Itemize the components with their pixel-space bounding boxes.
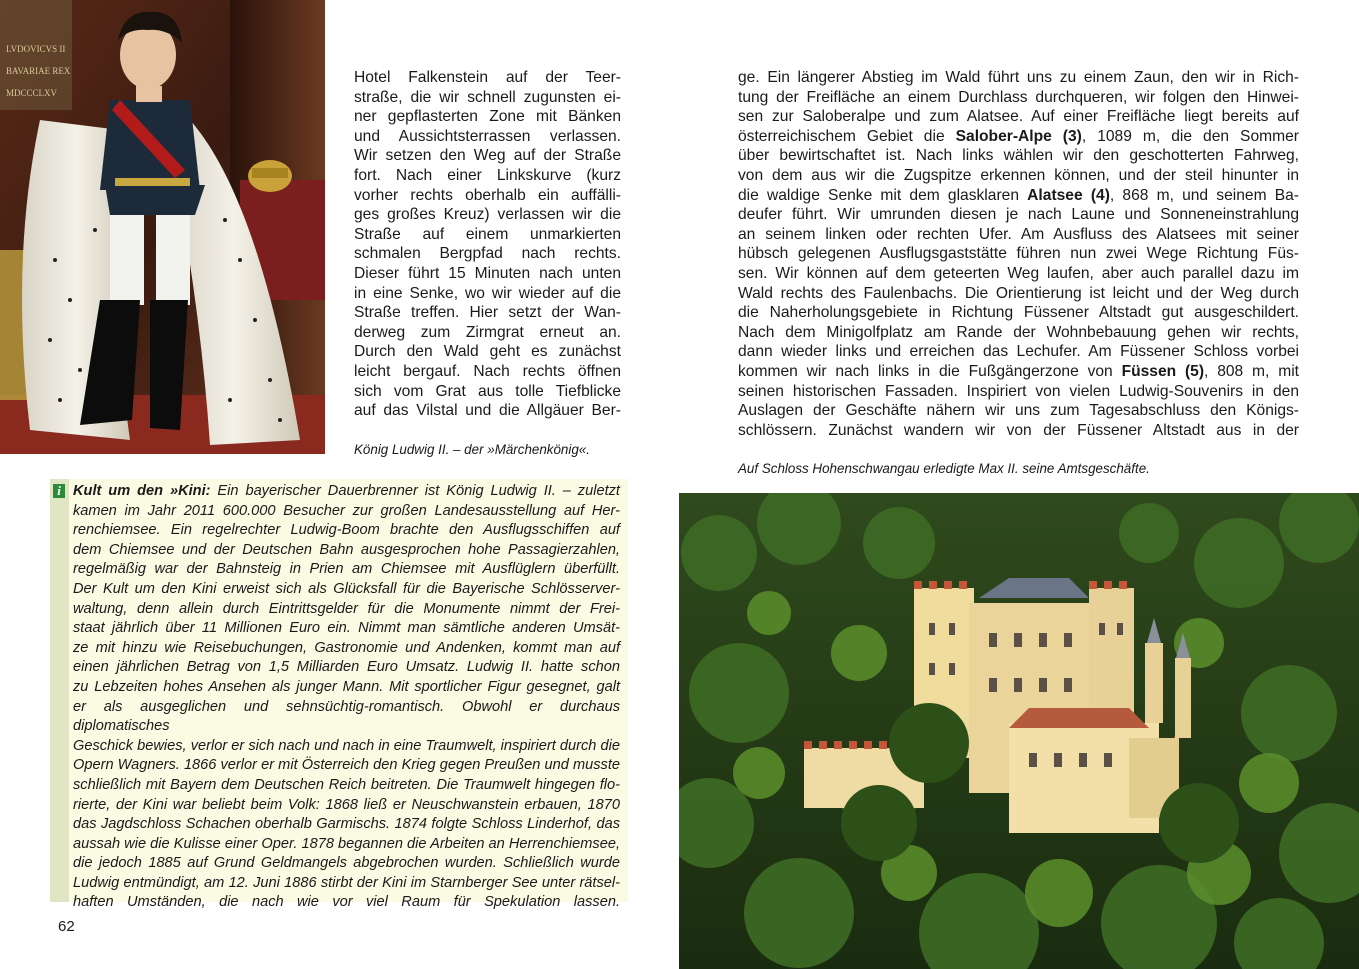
text-line: deufer führt. Wir umrunden diesen je nach Laune und Sonneneinstrahlung <box>738 206 1299 224</box>
text-line: Wald rechts des Faulenbachs. Die Orientierung ist leicht und der Weg durch <box>738 284 1299 302</box>
text-line: derweg zum Zirmgrat erneut an. <box>354 323 621 341</box>
text-line: Wir setzen den Weg auf der Straße <box>354 147 621 165</box>
text-line: ze mit hinzu wie Reisebuchungen, Gastronomie und Andenken, kommt man auf <box>73 639 620 656</box>
text-span: die waldige Senke mit dem glasklaren <box>738 186 1028 204</box>
text-line <box>738 362 1299 382</box>
body-text-column-right <box>738 68 1299 440</box>
place-name-salober-alpe: Salober-Alpe (3) <box>955 127 1082 145</box>
text-line: dem Chiemsee und der Deutschen Bahn ausgesprochen hohe Passagierzahlen, <box>73 541 620 558</box>
text-line: zu Lebzeiten hohes Ansehen als junger Mann. Mit sportlicher Figur gesegnet, galt <box>73 678 620 695</box>
portrait-king-ludwig-image <box>0 0 325 454</box>
text-line: schmalen Bergpfad nach rechts. <box>354 245 621 263</box>
caption-ludwig: König Ludwig II. – der »Märchenkönig«. <box>354 442 590 457</box>
info-icon: i <box>53 484 65 498</box>
page-number: 62 <box>58 918 75 935</box>
text-line: schließlich mit Bayern dem Deutschen Reich beitreten. Die Traumwelt hingegen flo- <box>73 776 620 793</box>
text-line: sen. Wir können auf dem geteerten Weg laufen, aber auch parallel dazu im <box>738 264 1299 282</box>
text-line: in eine Senke, wo wir wieder auf die <box>354 284 621 302</box>
text-line: regelmäßig war der Bahnsteig in Prien am Chiemsee mit Ausflüglern überfüllt. <box>73 561 620 578</box>
text-line: Ludwig entmündigt, am 12. Juni 1886 stirbt der Kini im Starnberger See unter rätsel- <box>73 874 620 891</box>
text-line: dann wieder links und erreichen das Lechufer. Am Füssener Schloss vorbei <box>738 343 1299 361</box>
text-line: fort. Nach einer Linkskurve (kurz <box>354 166 621 184</box>
info-box-kult-um-den-kini <box>50 479 628 911</box>
text-line: sich vom Grat aus tolle Tiefblicke <box>354 382 621 400</box>
text-line: einen jährlichen Betrag von 1,5 Milliarden Euro Umsatz. Ludwig II. hatte schon <box>73 659 620 676</box>
text-span: österreichischem Gebiet die <box>738 127 956 145</box>
info-box-text <box>73 482 620 913</box>
text-span: , 808 m, mit <box>1204 362 1299 380</box>
text-line: die Naherholungsgebiete in Richtung Füssener Altstadt gut ausgeschildert. <box>738 304 1299 322</box>
portrait-inscription-1: LVDOVICVS II <box>6 44 66 54</box>
text-line: rierte, der Kini war beliebt beim Volk: 1868 ließ er Neuschwanstein erbauen, 1870 <box>73 796 620 813</box>
text-line: vorher rechts oberhalb ein auffälli- <box>354 186 621 204</box>
text-line: Straße treffen. Hier setzt der Wan- <box>354 304 621 322</box>
text-line: Geschick bewies, verlor er sich nach und nach in eine Traumwelt, inspiriert durch die <box>73 737 620 754</box>
body-text-column-middle <box>354 68 621 421</box>
text-line: er als ausgeglichen und sehnsüchtig-romantisch. Obwohl er durchaus diplomatisches <box>73 698 620 735</box>
text-line: Durch den Wald geht es zunächst <box>354 343 621 361</box>
text-line: die jedoch 1885 auf Grund Geldmangels abgebrochen wurden. Schließlich wurde <box>73 855 620 872</box>
text-span: Ein bayerischer Dauerbrenner ist König Ludwig II. – zuletzt <box>210 483 620 499</box>
text-line <box>73 482 620 502</box>
text-line: tung der Freifläche an einem Durchlass durchqueren, wir folgen den Hinwei- <box>738 88 1299 106</box>
text-line: ges großes Kreuz) verlassen wir die <box>354 206 621 224</box>
text-line <box>738 186 1299 206</box>
text-line: seinen historischen Fassaden. Inspiriert von vielen Ludwig-Souvenirs in den <box>738 382 1299 400</box>
info-box-stripe <box>50 479 69 902</box>
text-line: Straße auf einem unmarkierten <box>354 225 621 243</box>
text-line: Opern Wagners. 1866 verlor er mit Österreich den Krieg gegen Preußen und musste <box>73 757 620 774</box>
text-span: kommen wir nach links in die Fußgängerzone von <box>738 362 1122 380</box>
portrait-inscription-3: MDCCCLXV <box>6 88 58 98</box>
text-line: schlössern. Zunächst wandern wir von der Füssener Altstadt aus in der <box>738 421 1299 439</box>
text-line: sen zur Saloberalpe und zum Alatsee. Auf einer Freifläche liegt bereits auf <box>738 108 1299 126</box>
text-line: straße, die wir schnell zugunsten ei- <box>354 88 621 106</box>
text-line: über bewirtschaftet ist. Nach links wählen wir den geschotterten Fahrweg, <box>738 147 1299 165</box>
portrait-inscription-2: BAVARIAE REX <box>6 66 71 76</box>
text-line: aussah wie die Kulisse einer Oper. 1878 begannen die Arbeiten an Herrenchiemsee, <box>73 835 620 852</box>
text-line: Dieser führt 15 Minuten nach unten <box>354 264 621 282</box>
caption-hohenschwangau: Auf Schloss Hohenschwangau erledigte Max II. seine Amtsgeschäfte. <box>738 461 1150 476</box>
text-span: , 1089 m, die den Sommer <box>1081 127 1299 145</box>
text-line: Auslagen der Geschäfte nähern wir uns zum Tagesabschluss den Königs- <box>738 402 1299 420</box>
text-line: hübsch gelegenen Ausflugsgaststätte führen nun zwei Wege Richtung Füs- <box>738 245 1299 263</box>
text-line: renchiemsee. Ein regelrechter Ludwig-Boom brachte den Ausflugsschiffen auf <box>73 522 620 539</box>
text-span: , 868 m, und seinem Ba- <box>1109 186 1299 204</box>
text-line: Nach dem Minigolfplatz am Rande der Wohnbebauung gehen wir rechts, <box>738 323 1299 341</box>
text-line: ner gepflasterten Zone mit Bänken <box>354 108 621 126</box>
text-line: das Jagdschloss Schachen oberhalb Garmischs. 1874 folgte Schloss Linderhof, das <box>73 816 620 833</box>
text-line: leicht bergauf. Nach rechts öffnen <box>354 362 621 380</box>
text-line: waltung, denn allein durch Eintrittsgelder für die Monumente nimmt der Frei- <box>73 600 620 617</box>
text-line <box>738 127 1299 147</box>
text-line: auf das Vilstal und die Allgäuer Ber- <box>354 402 621 420</box>
text-line: an seinem linken oder rechten Ufer. Am Ausfluss des Alatsees mit seiner <box>738 225 1299 243</box>
text-line: haften Umständen, die nach wie vor viel Raum für Spekulation lassen. <box>73 894 620 911</box>
photo-schloss-hohenschwangau <box>679 493 1359 969</box>
text-line: Der Kult um den Kini erweist sich als Glücksfall für die Bayerische Schlösserver- <box>73 580 620 597</box>
text-line: ge. Ein längerer Abstieg im Wald führt uns zu einem Zaun, den wir in Rich- <box>738 69 1299 86</box>
text-line: von dem aus wir die Zugspitze erkennen können, und der steil hinunter in <box>738 166 1299 184</box>
place-name-fuessen: Füssen (5) <box>1121 362 1205 380</box>
info-box-title: Kult um den »Kini: <box>73 483 211 499</box>
text-line: und Aussichtsterrassen verlassen. <box>354 127 621 145</box>
text-line: staat jährlich über 11 Millionen Euro ein. Nimmt man sämtliche anderen Umsät- <box>73 620 620 637</box>
text-line: kamen im Jahr 2011 600.000 Besucher zur großen Landesausstellung auf Her- <box>73 502 620 519</box>
text-line: Hotel Falkenstein auf der Teer- <box>354 69 621 86</box>
place-name-alatsee: Alatsee (4) <box>1027 186 1110 204</box>
